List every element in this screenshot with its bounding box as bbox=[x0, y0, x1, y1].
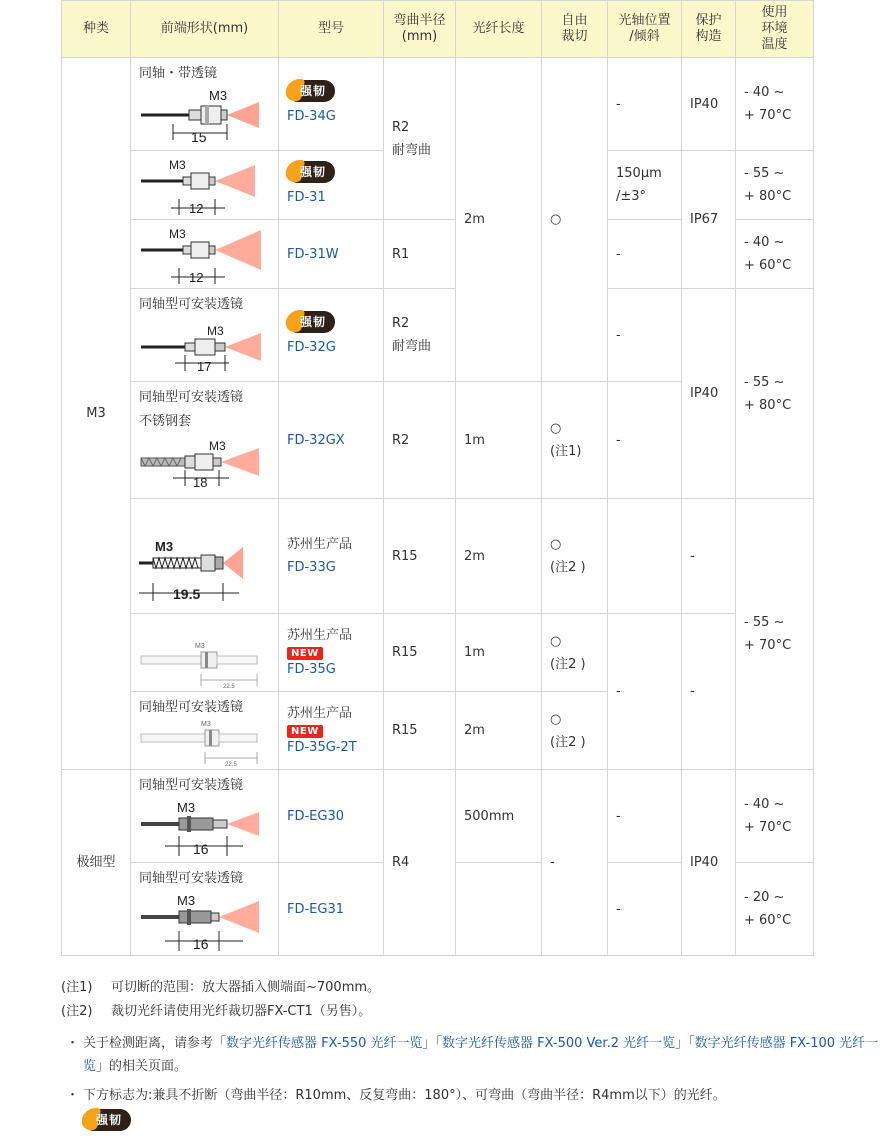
shape-diagram-fd-eg31 bbox=[131, 863, 279, 956]
svg-text:M3: M3 bbox=[177, 800, 196, 815]
temp-range: - 55 ~ + 80°C bbox=[736, 151, 814, 220]
temp-range: - 55 ~ + 80°C bbox=[736, 289, 814, 499]
length-2m: 2m bbox=[456, 58, 542, 382]
axis-dash: - bbox=[608, 58, 682, 151]
bend-radius-r4: R4 bbox=[384, 770, 456, 956]
model-cell bbox=[279, 220, 384, 289]
freecut-note2: ○ (注2 ) bbox=[542, 692, 608, 770]
axis-dash: - bbox=[608, 614, 682, 770]
fiber-head-diagram bbox=[139, 88, 269, 148]
model-fd-34g[interactable]: FD-34G bbox=[287, 109, 336, 124]
model-fd-32g[interactable]: FD-32G bbox=[287, 340, 336, 355]
svg-text:17: 17 bbox=[197, 359, 212, 374]
svg-text:18: 18 bbox=[193, 475, 208, 490]
shape-diagram-fd-35g bbox=[131, 614, 279, 692]
protection-dash: - bbox=[682, 614, 736, 770]
model-cell bbox=[279, 289, 384, 382]
svg-text:16: 16 bbox=[193, 936, 209, 952]
svg-text:M3: M3 bbox=[195, 643, 205, 650]
temp-range: - 40 ~ + 70°C bbox=[736, 58, 814, 151]
protection-ip40: IP40 bbox=[682, 58, 736, 151]
length-1m: 1m bbox=[456, 614, 542, 692]
model-fd-32gx[interactable]: FD-32GX bbox=[287, 432, 345, 448]
bend-radius-r15: R15 bbox=[384, 692, 456, 770]
temp-range: - 40 ~ + 60°C bbox=[736, 220, 814, 289]
shape-diagram-fd-eg30 bbox=[131, 770, 279, 863]
axis-dash: - bbox=[608, 382, 682, 499]
protection-ip40: IP40 bbox=[682, 770, 736, 956]
svg-text:22.5: 22.5 bbox=[223, 684, 235, 690]
header-category: 种类 bbox=[62, 1, 131, 58]
shape-diagram-fd-32gx bbox=[131, 382, 279, 499]
svg-text:M3: M3 bbox=[209, 439, 226, 453]
model-fd-31[interactable]: FD-31 bbox=[287, 190, 326, 205]
table-row bbox=[62, 770, 814, 863]
shape-caption: 同轴型可安装透镜 bbox=[139, 778, 244, 793]
protection-dash: - bbox=[682, 499, 736, 614]
bend-radius-r2: R2 耐弯曲 bbox=[384, 289, 456, 382]
shape-diagram-fd-35g-2t bbox=[131, 692, 279, 770]
freecut-note1: ○ (注1) bbox=[542, 382, 608, 499]
category-m3: M3 bbox=[62, 58, 131, 770]
shape-caption: 同轴・带透镜 bbox=[139, 66, 218, 81]
shape-diagram-fd-31w bbox=[131, 220, 279, 289]
link-fx-500[interactable]: 数字光纤传感器 FX-500 Ver.2 光纤一览 bbox=[442, 1036, 676, 1051]
model-cell bbox=[279, 382, 384, 499]
bullet-tough-mark: ・ 下方标志为:兼具不折断（弯曲半径：R10mm、反复弯曲：180°）、可弯曲（弯曲半径：R4mm以下）的光纤。 bbox=[66, 1088, 726, 1103]
svg-text:M3: M3 bbox=[177, 893, 196, 908]
model-fd-35g-2t[interactable]: FD-35G-2T bbox=[287, 739, 357, 755]
link-fx-550[interactable]: 数字光纤传感器 FX-550 光纤一览 bbox=[226, 1036, 423, 1051]
axis-dash: - bbox=[608, 220, 682, 289]
svg-text:M3: M3 bbox=[209, 88, 228, 103]
model-cell bbox=[279, 614, 384, 692]
shape-diagram-fd-34g bbox=[131, 58, 279, 151]
svg-text:M3: M3 bbox=[155, 539, 174, 554]
temp-range: - 40 ~ + 70°C bbox=[736, 770, 814, 863]
fiber-head-diagram bbox=[139, 720, 269, 768]
fiber-head-diagram bbox=[139, 798, 269, 860]
svg-text:22.5: 22.5 bbox=[225, 762, 237, 768]
svg-text:M3: M3 bbox=[169, 227, 186, 241]
note-1: (注1) 可切断的范围：放大器插入侧端面~700mm。 bbox=[61, 980, 381, 995]
tough-badge: 强韧 bbox=[287, 80, 335, 102]
bullet-detection-distance: ・ 关于检测距离，请参考「数字光纤传感器 FX-550 光纤一览」「数字光纤传感器 FX-500 Ver.2 光纤一览」「数字光纤传感器 FX-100 光纤一览」的相关页面。 bbox=[66, 1036, 879, 1074]
model-fd-35g[interactable]: FD-35G bbox=[287, 661, 336, 677]
fiber-head-diagram bbox=[139, 891, 269, 953]
bend-radius-r15: R15 bbox=[384, 499, 456, 614]
shape-diagram-fd-33g bbox=[131, 499, 279, 614]
length-blank bbox=[456, 863, 542, 956]
freecut-note2: ○ (注2 ) bbox=[542, 614, 608, 692]
table-row bbox=[62, 58, 814, 151]
fiber-spec-table bbox=[61, 0, 814, 956]
length-500mm: 500mm bbox=[456, 770, 542, 863]
tough-badge: 强韧 bbox=[287, 161, 335, 183]
freecut-note2: ○ (注2 ) bbox=[542, 499, 608, 614]
model-cell bbox=[279, 499, 384, 614]
temp-range: - 20 ~ + 60°C bbox=[736, 863, 814, 956]
new-badge: NEW bbox=[287, 647, 323, 660]
maker-label: 苏州生产品 bbox=[287, 537, 353, 552]
model-cell bbox=[279, 863, 384, 956]
svg-text:19.5: 19.5 bbox=[173, 586, 201, 602]
svg-text:M3: M3 bbox=[169, 158, 186, 172]
bend-radius-r1: R1 bbox=[384, 220, 456, 289]
freecut-circle: ○ bbox=[542, 58, 608, 382]
axis-dash: - bbox=[608, 770, 682, 863]
notes-section bbox=[61, 976, 881, 1134]
table-row bbox=[62, 499, 814, 614]
tough-badge: 强韧 bbox=[287, 311, 335, 333]
model-cell bbox=[279, 770, 384, 863]
header-free-cut: 自由 裁切 bbox=[542, 1, 608, 58]
model-cell bbox=[279, 151, 384, 220]
fiber-head-diagram bbox=[139, 226, 269, 286]
header-temperature: 使用 环境 温度 bbox=[736, 1, 814, 58]
model-fd-31w[interactable]: FD-31W bbox=[287, 246, 339, 262]
svg-text:16: 16 bbox=[193, 841, 209, 857]
axis-dash: - bbox=[608, 289, 682, 382]
shape-caption: 同轴型可安装透镜 bbox=[139, 700, 244, 715]
header-fiber-length: 光纤长度 bbox=[456, 1, 542, 58]
axis-value: 150μm /±3° bbox=[608, 151, 682, 220]
protection-ip40: IP40 bbox=[682, 289, 736, 499]
svg-text:15: 15 bbox=[191, 129, 207, 145]
length-2m: 2m bbox=[456, 499, 542, 614]
shape-diagram-fd-32g bbox=[131, 289, 279, 382]
bend-radius-r2: R2 耐弯曲 bbox=[384, 58, 456, 220]
shape-diagram-fd-31 bbox=[131, 151, 279, 220]
axis-blank bbox=[608, 499, 682, 614]
table-row bbox=[62, 289, 814, 382]
length-1m: 1m bbox=[456, 382, 542, 499]
fiber-head-diagram bbox=[139, 319, 269, 379]
new-badge: NEW bbox=[287, 725, 323, 738]
shape-caption: 同轴型可安装透镜 bbox=[139, 390, 244, 405]
model-cell bbox=[279, 692, 384, 770]
shape-caption-2: 不锈钢套 bbox=[139, 414, 192, 429]
fiber-head-diagram bbox=[139, 537, 269, 605]
bend-radius-r2: R2 bbox=[384, 382, 456, 499]
length-2m: 2m bbox=[456, 692, 542, 770]
link-fx-100[interactable]: 数字光纤传感器 FX-100 光纤一览 bbox=[83, 1036, 879, 1074]
svg-text:12: 12 bbox=[189, 270, 204, 285]
svg-text:12: 12 bbox=[189, 201, 204, 216]
shape-caption: 同轴型可安装透镜 bbox=[139, 871, 244, 886]
tough-badge: 强韧 bbox=[83, 1109, 131, 1131]
shape-caption: 同轴型可安装透镜 bbox=[139, 297, 244, 312]
model-fd-eg31[interactable]: FD-EG31 bbox=[287, 901, 345, 917]
maker-label: 苏州生产品 bbox=[287, 705, 353, 721]
header-model: 型号 bbox=[279, 1, 384, 58]
header-bend-radius: 弯曲半径 (mm) bbox=[384, 1, 456, 58]
note-2: (注2) 裁切光纤请使用光纤裁切器FX-CT1（另售）。 bbox=[61, 1004, 372, 1019]
temp-range: - 55 ~ + 70°C bbox=[736, 499, 814, 770]
axis-dash: - bbox=[608, 863, 682, 956]
fiber-head-diagram bbox=[139, 157, 269, 217]
svg-text:M3: M3 bbox=[207, 324, 224, 338]
freecut-dash: - bbox=[542, 770, 608, 956]
category-ultrafine: 极细型 bbox=[62, 770, 131, 956]
svg-text:M3: M3 bbox=[201, 721, 211, 728]
maker-label: 苏州生产品 bbox=[287, 627, 353, 643]
model-fd-eg30[interactable]: FD-EG30 bbox=[287, 808, 345, 824]
table-row bbox=[62, 614, 814, 692]
table-header-row bbox=[62, 1, 814, 58]
header-optical-axis: 光轴位置 /倾斜 bbox=[608, 1, 682, 58]
header-protection: 保护 构造 bbox=[682, 1, 736, 58]
header-shape: 前端形状(mm) bbox=[131, 1, 279, 58]
model-cell bbox=[279, 58, 384, 151]
fiber-head-diagram bbox=[139, 642, 269, 690]
fiber-head-diagram bbox=[139, 438, 269, 498]
protection-ip67: IP67 bbox=[682, 151, 736, 289]
model-fd-33g[interactable]: FD-33G bbox=[287, 560, 336, 575]
bend-radius-r15: R15 bbox=[384, 614, 456, 692]
